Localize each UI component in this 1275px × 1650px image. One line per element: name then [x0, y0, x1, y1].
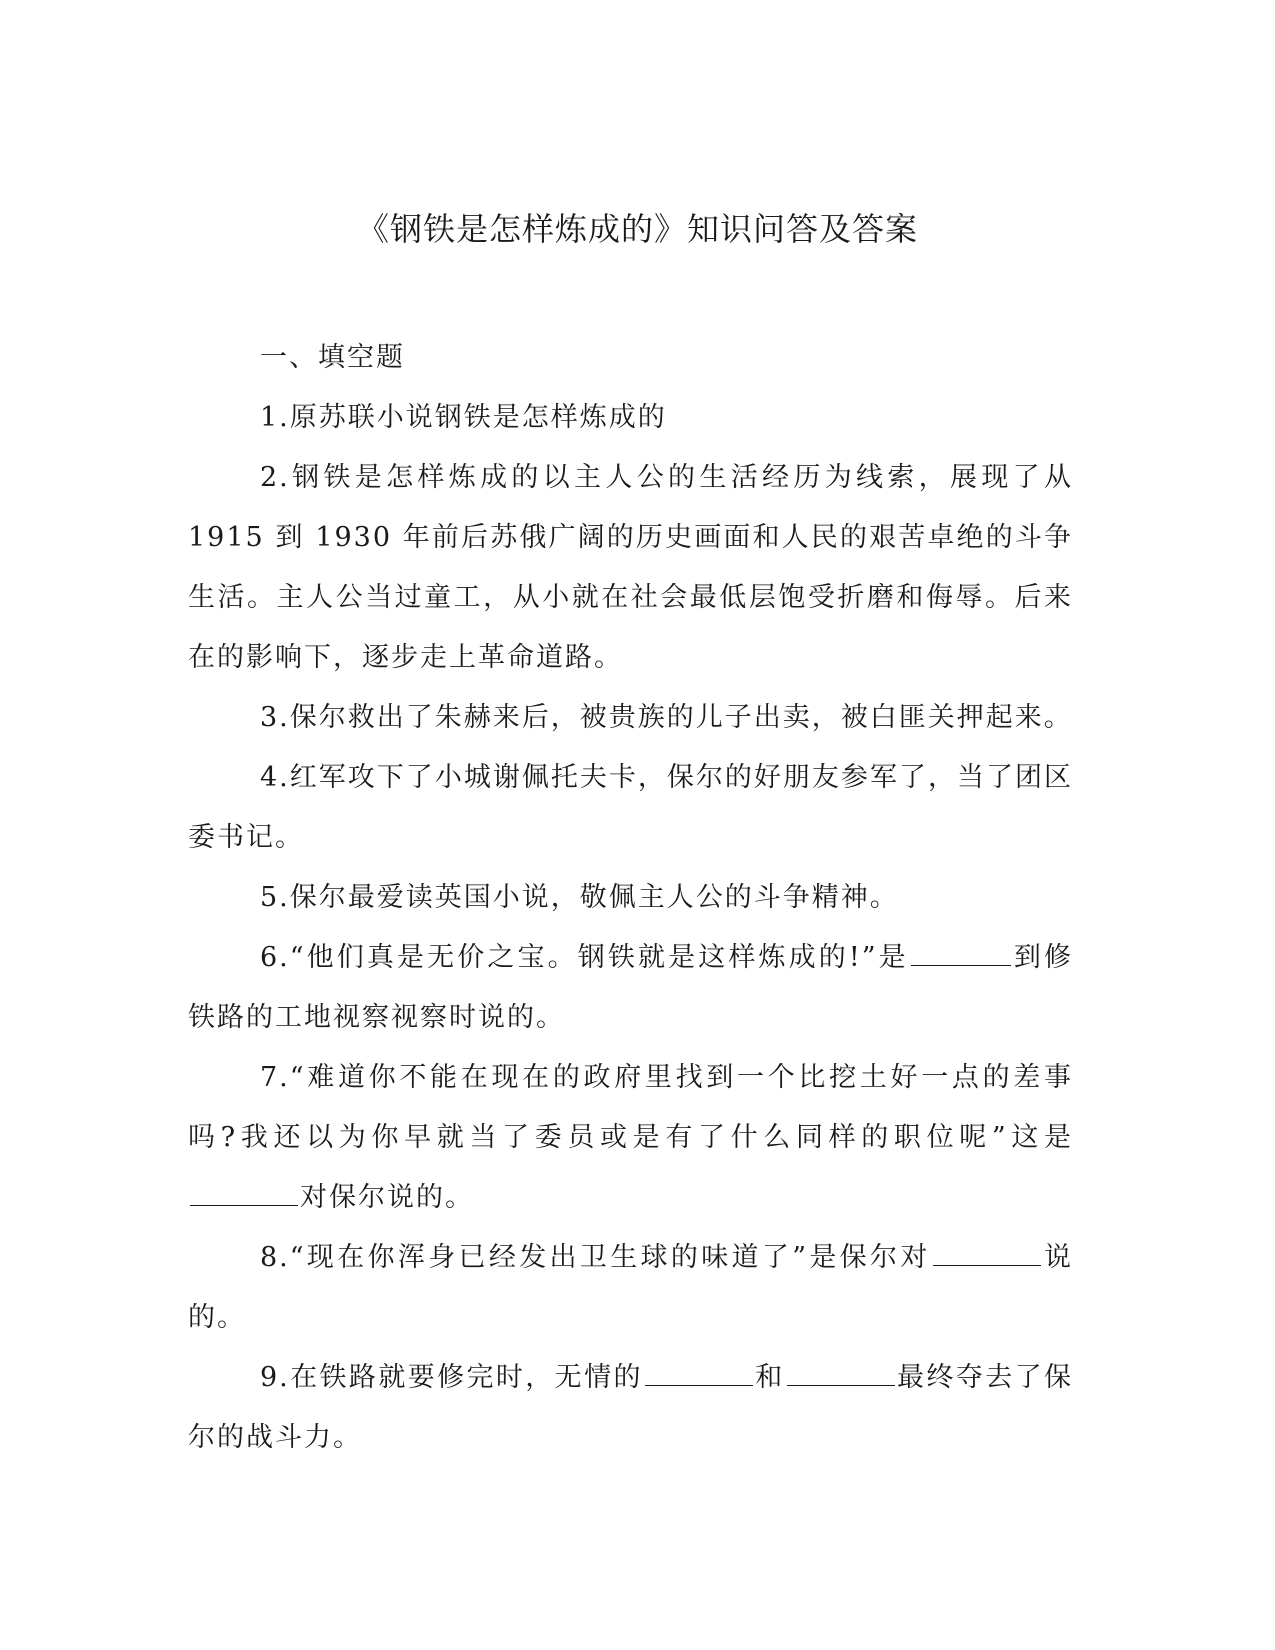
- question-8-text-b: 说的。: [188, 1242, 1074, 1333]
- question-2: 2.钢铁是怎样炼成的以主人公的生活经历为线索，展现了从 1915 到 1930 年前后苏俄广阔的历史画面和人民的艰苦卓绝的斗争生活。主人公当过童工，从小就在社会最低层饱受折磨和侮辱。后来在的影响下，逐步走上革命道路。: [188, 462, 1073, 673]
- question-7-text-a: 7.“难道你不能在现在的政府里找到一个比挖土好一点的差事吗?我还以为你早就当了委员或是有了什么同样的职位呢”这是: [188, 1062, 1073, 1153]
- question-9: [188, 1348, 1073, 1468]
- section-heading: 一、填空题: [260, 342, 405, 373]
- answer-blank: [933, 1238, 1041, 1266]
- question-5: 5.保尔最爱读英国小说，敬佩主人公的斗争精神。: [260, 882, 899, 913]
- answer-blank: [645, 1358, 753, 1386]
- question-9-text-c: 最终夺去了保尔的战斗力。: [188, 1362, 1074, 1453]
- question-9-text-a: 9.在铁路就要修完时，无情的: [260, 1362, 643, 1393]
- question-9-text-b: 和: [754, 1362, 785, 1393]
- answer-blank: [787, 1358, 895, 1386]
- question-1: 1.原苏联小说钢铁是怎样炼成的: [260, 402, 667, 433]
- question-6-text-b: 到修铁路的工地视察视察时说的。: [188, 942, 1074, 1033]
- question-7-text-b: 对保尔说的。: [300, 1182, 474, 1213]
- document-body: [188, 328, 1073, 1468]
- question-4: 4.红军攻下了小城谢佩托夫卡，保尔的好朋友参军了，当了团区委书记。: [188, 762, 1073, 853]
- answer-blank: [911, 938, 1011, 966]
- question-8: [188, 1228, 1073, 1348]
- question-3: 3.保尔救出了朱赫来后，被贵族的儿子出卖，被白匪关押起来。: [260, 702, 1073, 733]
- document-title: 《钢铁是怎样炼成的》知识问答及答案: [356, 210, 918, 248]
- question-6: [188, 928, 1073, 1048]
- question-7: [188, 1048, 1073, 1228]
- question-8-text-a: 8.“现在你浑身已经发出卫生球的味道了”是保尔对: [260, 1242, 931, 1273]
- question-6-text-a: 6.“他们真是无价之宝。钢铁就是这样炼成的!”是: [260, 942, 909, 973]
- answer-blank: [190, 1178, 298, 1206]
